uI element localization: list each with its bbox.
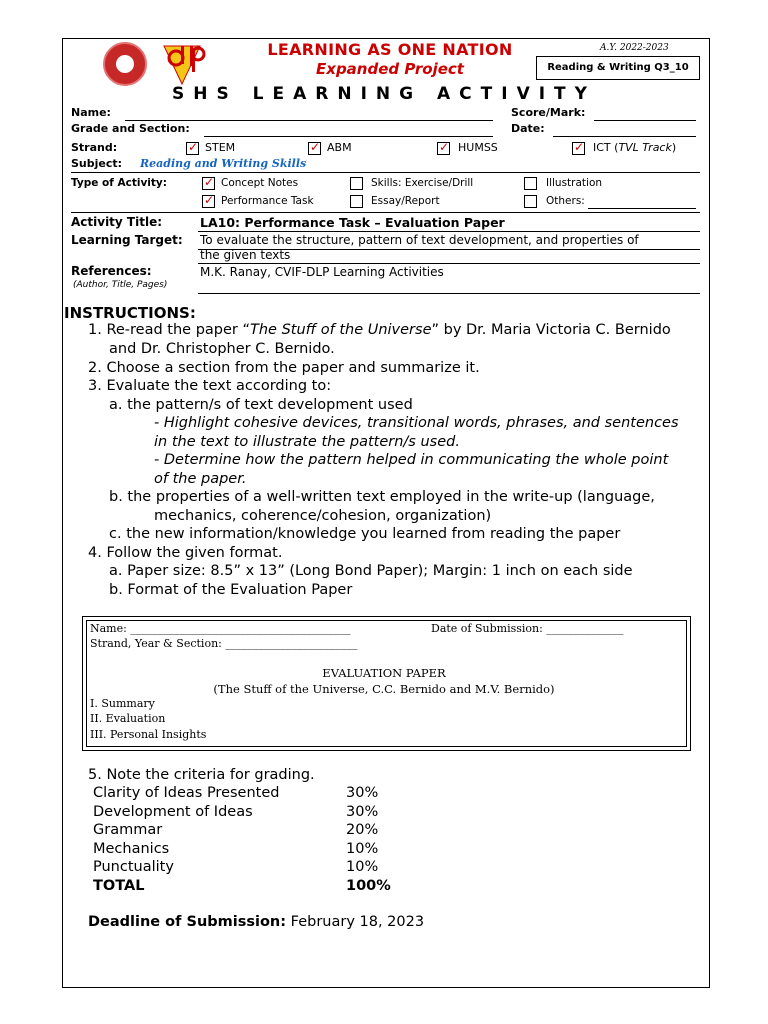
strand-stem-label: STEM: [205, 141, 236, 154]
sample-title: EVALUATION PAPER: [322, 666, 446, 680]
strand-ict-checkbox[interactable]: [572, 142, 585, 155]
references-underline: [198, 293, 700, 294]
subject-value: Reading and Writing Skills: [140, 157, 307, 170]
criteria-row-name: Clarity of Ideas Presented: [93, 785, 280, 801]
type-concept-notes-checkbox[interactable]: [202, 177, 215, 190]
project-title: Expanded Project: [316, 60, 464, 78]
type-skills-checkbox[interactable]: [350, 177, 363, 190]
type-illustration-label: Illustration: [546, 177, 603, 189]
instruction-3a-bullet2: - Determine how the pattern helped in communicating the whole point: [154, 452, 669, 468]
academic-year: A.Y. 2022-2023: [600, 43, 669, 53]
criteria-row-value: 10%: [346, 841, 379, 857]
strand-label: Strand:: [71, 141, 118, 154]
type-others-field[interactable]: [588, 208, 696, 209]
instruction-3a-bullet1-cont: in the text to illustrate the pattern/s used.: [154, 434, 460, 450]
criteria-total-label: TOTAL: [93, 878, 145, 894]
school-seal-logo: [103, 42, 147, 86]
criteria-total-value: 100%: [346, 878, 391, 894]
page-title: SHS LEARNING ACTIVITY: [172, 84, 596, 104]
subject-divider: [71, 172, 700, 173]
instruction-1-cont: and Dr. Christopher C. Bernido.: [109, 341, 335, 357]
criteria-row-value: 30%: [346, 804, 379, 820]
instruction-3a-bullet1: - Highlight cohesive devices, transitional words, phrases, and sentences: [154, 415, 679, 431]
criteria-intro: 5. Note the criteria for grading.: [88, 767, 315, 783]
grade-section-label: Grade and Section:: [71, 122, 190, 135]
instruction-3: 3. Evaluate the text according to:: [88, 378, 332, 394]
sample-subtitle: (The Stuff of the Universe, C.C. Bernido and M.V. Bernido): [213, 682, 555, 696]
sample-part-3: III. Personal Insights: [90, 728, 207, 741]
date-label: Date:: [511, 122, 545, 135]
type-skills-label: Skills: Exercise/Drill: [371, 177, 474, 189]
type-label: Type of Activity:: [71, 177, 167, 189]
org-title: LEARNING AS ONE NATION: [267, 40, 513, 59]
instruction-4a: a. Paper size: 8.5” x 13” (Long Bond Paper); Margin: 1 inch on each side: [109, 563, 633, 579]
type-others-checkbox[interactable]: [524, 195, 537, 208]
type-essay-checkbox[interactable]: [350, 195, 363, 208]
strand-stem-checkbox[interactable]: [186, 142, 199, 155]
instruction-3c: c. the new information/knowledge you learned from reading the paper: [109, 526, 621, 542]
instruction-3b: b. the properties of a well-written text employed in the write-up (language,: [109, 489, 655, 505]
strand-ict-label: ICT (TVL Track): [593, 141, 677, 154]
name-label: Name:: [71, 106, 111, 119]
type-essay-label: Essay/Report: [371, 195, 440, 207]
activity-title: LA10: Performance Task – Evaluation Paper: [200, 215, 505, 230]
type-performance-task-checkbox[interactable]: [202, 195, 215, 208]
activity-code: Reading & Writing Q3_10: [536, 56, 700, 80]
criteria-row-value: 20%: [346, 822, 379, 838]
dlp-logo: [150, 42, 220, 86]
date-field[interactable]: [553, 136, 696, 137]
sample-strand: Strand, Year & Section: ________________________: [90, 637, 358, 650]
subject-label: Subject:: [71, 157, 123, 170]
instruction-3b-cont: mechanics, coherence/cohesion, organization): [154, 508, 492, 524]
strand-humss-checkbox[interactable]: [437, 142, 450, 155]
type-divider: [71, 212, 700, 213]
score-field[interactable]: [594, 120, 696, 121]
name-field[interactable]: [125, 120, 493, 121]
instruction-3a: a. the pattern/s of text development used: [109, 397, 413, 413]
instruction-4b: b. Format of the Evaluation Paper: [109, 582, 353, 598]
activity-title-underline: [198, 231, 700, 232]
sample-date: Date of Submission: ______________: [431, 622, 624, 635]
score-label: Score/Mark:: [511, 106, 586, 119]
criteria-row-name: Development of Ideas: [93, 804, 253, 820]
criteria-row-value: 10%: [346, 859, 379, 875]
sample-part-2: II. Evaluation: [90, 712, 166, 725]
deadline: Deadline of Submission: February 18, 2023: [88, 914, 425, 930]
type-performance-task-label: Performance Task: [221, 195, 314, 207]
strand-humss-label: HUMSS: [458, 141, 498, 154]
learning-target-underline2: [198, 263, 700, 264]
sample-part-1: I. Summary: [90, 697, 155, 710]
instruction-3a-bullet2-cont: of the paper.: [154, 471, 247, 487]
criteria-row-name: Punctuality: [93, 859, 174, 875]
instruction-2: 2. Choose a section from the paper and summarize it.: [88, 360, 480, 376]
criteria-row-name: Mechanics: [93, 841, 170, 857]
activity-title-label: Activity Title:: [71, 215, 163, 229]
references-sub: (Author, Title, Pages): [73, 280, 168, 290]
criteria-row-value: 30%: [346, 785, 379, 801]
type-concept-notes-label: Concept Notes: [221, 177, 299, 189]
strand-abm-label: ABM: [327, 141, 352, 154]
grade-section-field[interactable]: [204, 136, 493, 137]
references-label: References:: [71, 264, 152, 278]
sample-name: Name: ________________________________________: [90, 622, 351, 635]
learning-target-line1: To evaluate the structure, pattern of text development, and properties of: [200, 233, 639, 247]
references-value: M.K. Ranay, CVIF-DLP Learning Activities: [200, 265, 444, 279]
learning-target-label: Learning Target:: [71, 233, 183, 247]
type-illustration-checkbox[interactable]: [524, 177, 537, 190]
learning-target-line2: the given texts: [200, 248, 291, 262]
instruction-4: 4. Follow the given format.: [88, 545, 283, 561]
strand-abm-checkbox[interactable]: [308, 142, 321, 155]
instructions-title: INSTRUCTIONS:: [64, 304, 196, 322]
criteria-row-name: Grammar: [93, 822, 163, 838]
instruction-1: 1. Re-read the paper “The Stuff of the Universe” by Dr. Maria Victoria C. Bernido: [88, 322, 671, 338]
type-others-label: Others:: [546, 195, 585, 207]
